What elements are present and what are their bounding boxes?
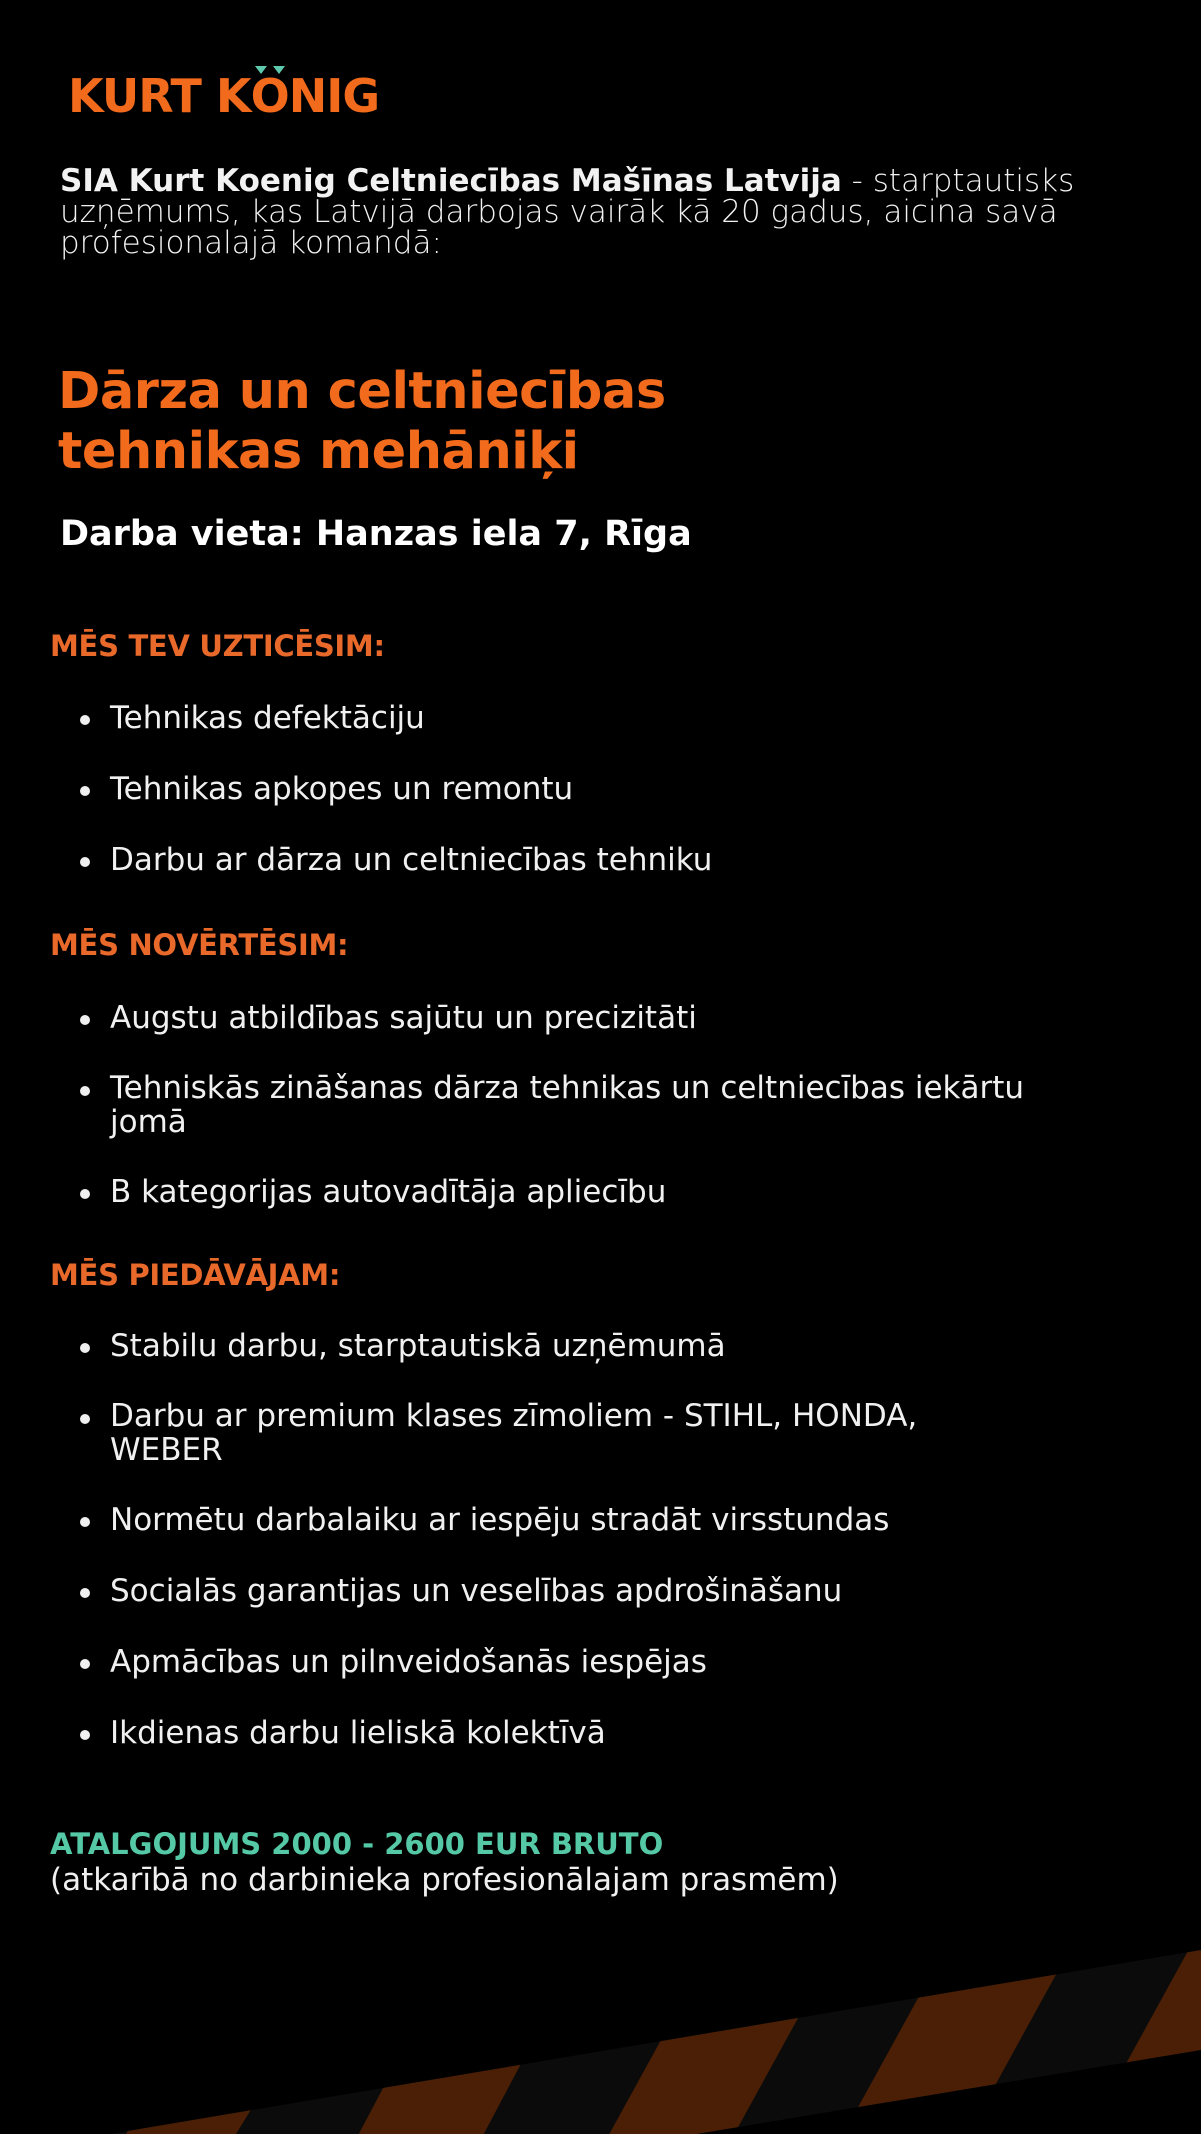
logo-text-end: NIG <box>288 69 380 123</box>
salary-range: ATALGOJUMS 2000 - 2600 EUR BRUTO <box>50 1827 664 1861</box>
list-item: Ikdienas darbu lieliskā kolektīvā <box>80 1715 1140 1751</box>
bullet-icon <box>80 1659 90 1669</box>
bullet-icon <box>80 786 90 796</box>
section-heading-offer: MĒS PIEDĀVĀJAM: <box>50 1258 341 1292</box>
umlaut-triangle-icon <box>273 66 285 74</box>
company-intro <box>60 163 1140 261</box>
bullet-icon <box>80 857 90 867</box>
bullet-icon <box>80 1015 90 1025</box>
job-title-line-2: tehnikas mehāniķi <box>58 422 579 481</box>
list-item: Stabilu darbu, starptautiskā uzņēmumā <box>80 1328 1140 1364</box>
list-item: Normētu darbalaiku ar iespēju stradāt virsstundas <box>80 1502 1140 1538</box>
bullet-icon <box>80 715 90 725</box>
section-heading-responsibilities: MĒS TEV UZTICĒSIM: <box>50 629 385 663</box>
responsibilities-list <box>80 700 1140 878</box>
company-name: SIA Kurt Koenig Celtniecības Mašīnas Latvija <box>60 163 842 199</box>
bullet-icon <box>80 1189 90 1199</box>
logo-o-umlaut: O <box>251 68 289 124</box>
list-item: Darbu ar dārza un celtniecības tehniku <box>80 842 1140 878</box>
bullet-icon <box>80 1730 90 1740</box>
bullet-icon <box>80 1086 90 1096</box>
logo-text-start: KURT K <box>68 69 251 123</box>
list-item: B kategorijas autovadītāja apliecību <box>80 1174 1140 1210</box>
work-location: Darba vieta: Hanzas iela 7, Rīga <box>60 514 692 554</box>
list-item: Tehniskās zināšanas dārza tehnikas un celtniecības iekārtu jomā <box>80 1071 1070 1139</box>
bullet-icon <box>80 1343 90 1353</box>
list-item: Apmācības un pilnveidošanās iespējas <box>80 1644 1140 1680</box>
umlaut-triangle-icon <box>255 66 267 74</box>
kurt-konig-logo <box>68 68 379 124</box>
list-item: Darbu ar premium klases zīmoliem - STIHL, HONDA, WEBER <box>80 1399 930 1467</box>
bullet-icon <box>80 1517 90 1527</box>
bullet-icon <box>80 1414 90 1424</box>
list-item: Tehnikas defektāciju <box>80 700 1140 736</box>
job-title <box>58 362 1058 482</box>
requirements-list <box>80 1000 1140 1210</box>
list-item: Socialās garantijas un veselības apdrošināšanu <box>80 1573 1140 1609</box>
offer-list <box>80 1328 1140 1751</box>
intro-text: - starptautisks uzņēmums, kas Latvijā darbojas vairāk kā 20 gadus, aicina savā profesionalajā komandā: <box>60 163 1075 261</box>
list-item: Tehnikas apkopes un remontu <box>80 771 1140 807</box>
section-heading-requirements: MĒS NOVĒRTĒSIM: <box>50 928 349 962</box>
job-title-line-1: Dārza un celtniecības <box>58 362 666 421</box>
bullet-icon <box>80 1588 90 1598</box>
salary-note: (atkarībā no darbinieka profesionālajam prasmēm) <box>50 1862 839 1898</box>
list-item: Augstu atbildības sajūtu un precizitāti <box>80 1000 1140 1036</box>
